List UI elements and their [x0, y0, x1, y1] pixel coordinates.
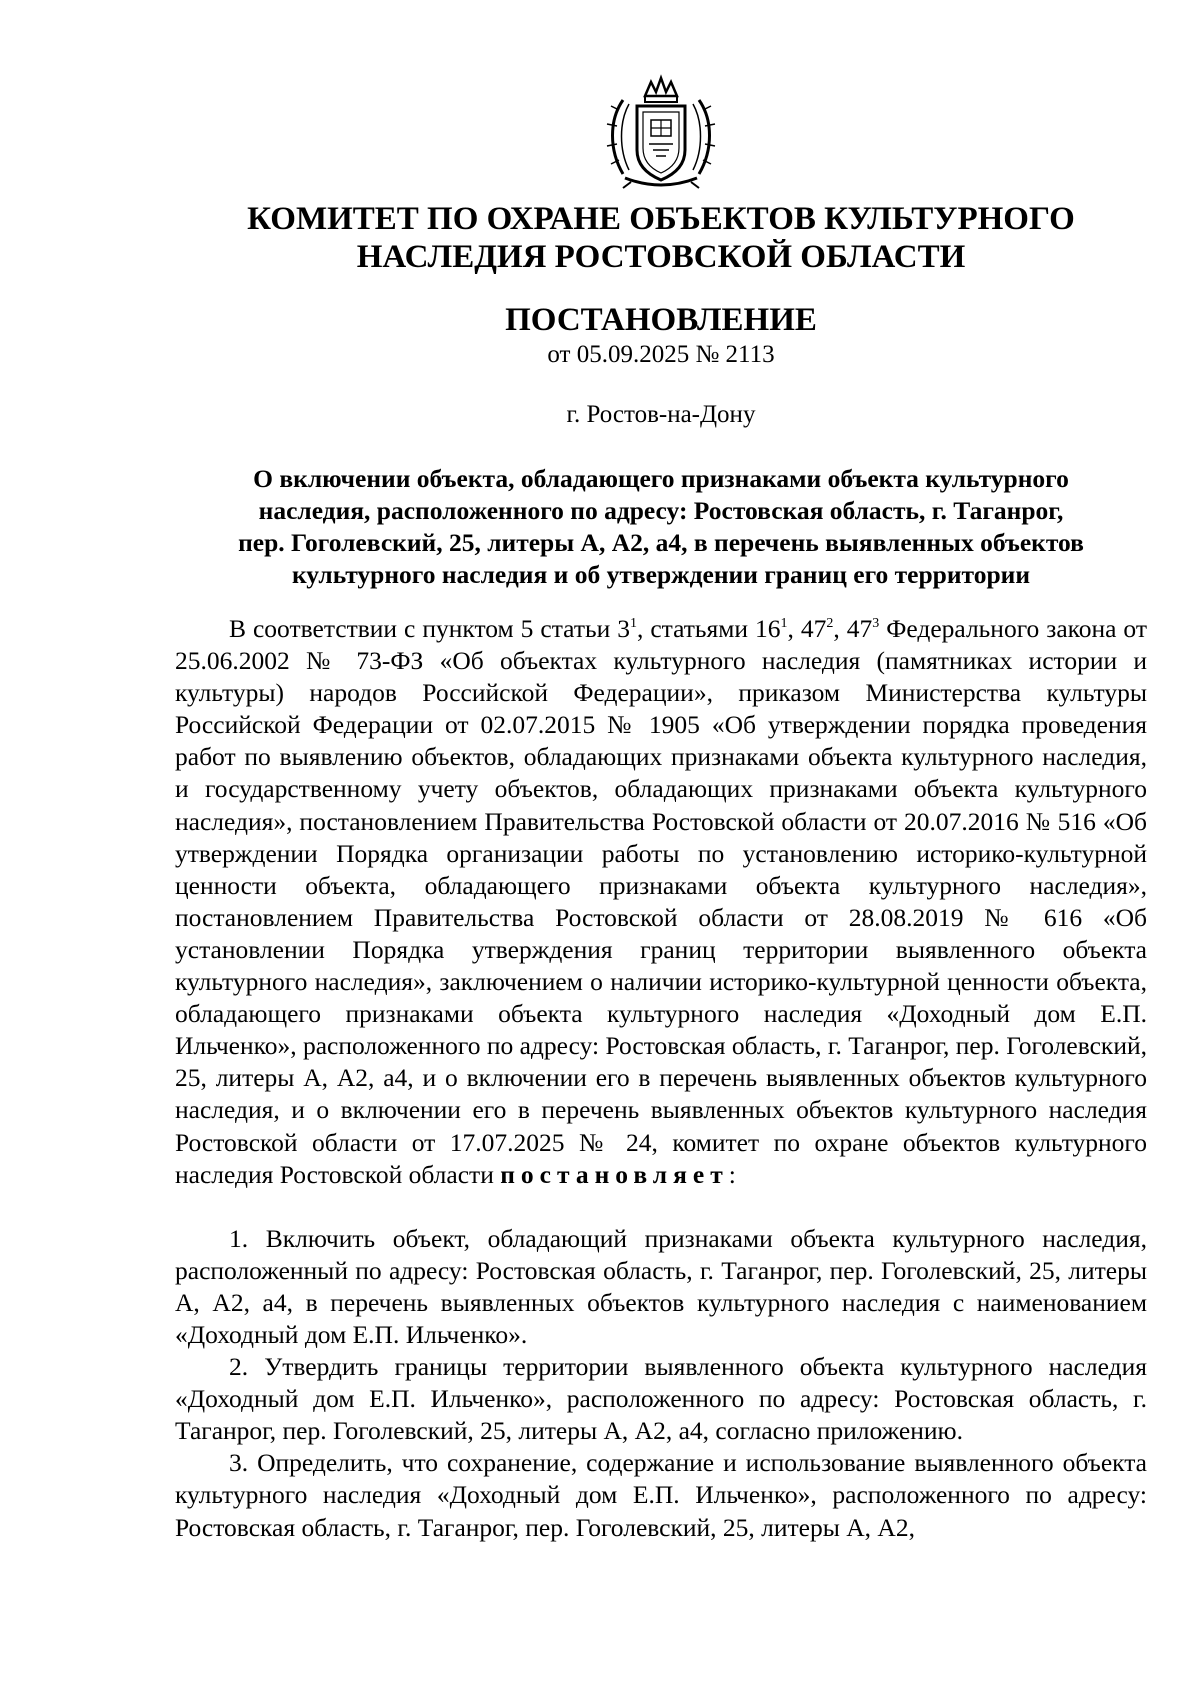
document-body: [175, 613, 1147, 1544]
document-city: г. Ростов-на-Дону: [566, 401, 756, 428]
superscript-1: 1: [629, 616, 637, 631]
superscript-3: 2: [826, 616, 834, 631]
organization-name: [0, 200, 1200, 276]
organization-name-line-2: НАСЛЕДИЯ РОСТОВСКОЙ ОБЛАСТИ: [356, 239, 966, 275]
preamble-text-5: Федерального закона от 25.06.2002 № 73-ФЗ «Об объектах культурного наследия (памятниках истории и культуры) народов Российской Федерации», приказом Министерства культуры Российской Федерации от 02.07.2015 № 1905 «Об утверждении порядка проведения работ по выявлению объектов, обладающих признаками объекта культурного наследия, и государственному учету объектов, обладающих признаками объекта культурного наследия», постановлением Правительства Ростовской области от 20.07.2016 № 516 «Об утверждении Порядка организации работы по установлению историко-культурной ценности объекта, обладающего признаками объекта культурного наследия», постановлением Правительства Ростовской области от 28.08.2019 № 616 «Об установлении Порядка утверждения границ территории выявленного объекта культурного наследия», заключением о наличии историко-культурной ценности объекта, обладающего признаками объекта культурного наследия «Доходный дом Е.П. Ильченко», расположенного по адресу: Ростовская область, г. Таганрог, пер. Гоголевский, 25, литеры А, А2, а4, и о включении его в перечень выявленных объектов культурного наследия, и о включении его в перечень выявленных объектов культурного наследия Ростовской области от 17.07.2025 № 24, комитет по охране объектов культурного наследия Ростовской области: [175, 614, 1147, 1189]
item-paragraph-1: 1. Включить объект, обладающий признаками объекта культурного наследия, расположенный по адресу: Ростовская область, г. Таганрог, пер. Гоголевский, 25, литеры А, А2, а4, в перечень выявленных объектов культурного наследия с наименованием «Доходный дом Е.П. Ильченко».: [175, 1223, 1147, 1349]
preamble-text-4: , 47: [833, 614, 873, 643]
document-type: ПОСТАНОВЛЕНИЕ: [505, 302, 817, 338]
document-title-line-2: наследия, расположенного по адресу: Ростовская область, г. Таганрог,: [258, 496, 1064, 525]
item-paragraph-2: 2. Утвердить границы территории выявленного объекта культурного наследия «Доходный дом Е.П. Ильченко», расположенного по адресу: Ростовская область, г. Таганрог, пер. Гоголевский, 25, литеры А, А2, а4, согласно приложению.: [175, 1352, 1147, 1446]
superscript-2: 1: [780, 616, 788, 631]
organization-name-line-1: КОМИТЕТ ПО ОХРАНЕ ОБЪЕКТОВ КУЛЬТУРНОГО: [247, 201, 1075, 237]
preamble-text-3: , 47: [787, 614, 827, 643]
document-title: [175, 463, 1147, 591]
document-date-number: от 05.09.2025 № 2113: [547, 341, 775, 368]
decree-word: постановляет: [500, 1159, 729, 1189]
document-title-line-3: пер. Гоголевский, 25, литеры А, А2, а4, в перечень выявленных объектов: [238, 528, 1084, 557]
preamble-paragraph: [175, 613, 1147, 1191]
document-title-line-4: культурного наследия и об утверждении границ его территории: [291, 560, 1031, 589]
preamble-text-2: , статьями 16: [636, 614, 781, 643]
item-paragraph-3: 3. Определить, что сохранение, содержание и использование выявленного объекта культурного наследия «Доходный дом Е.П. Ильченко», расположенного по адресу: Ростовская область, г. Таганрог, пер. Гоголевский, 25, литеры А, А2,: [175, 1448, 1147, 1542]
preamble-text-1: В соответствии с пунктом 5 статьи 3: [229, 614, 630, 643]
document-title-line-1: О включении объекта, обладающего признаками объекта культурного: [253, 464, 1069, 493]
decree-colon: :: [728, 1159, 736, 1189]
superscript-4: 3: [872, 616, 880, 631]
coat-of-arms-icon: [601, 70, 721, 192]
